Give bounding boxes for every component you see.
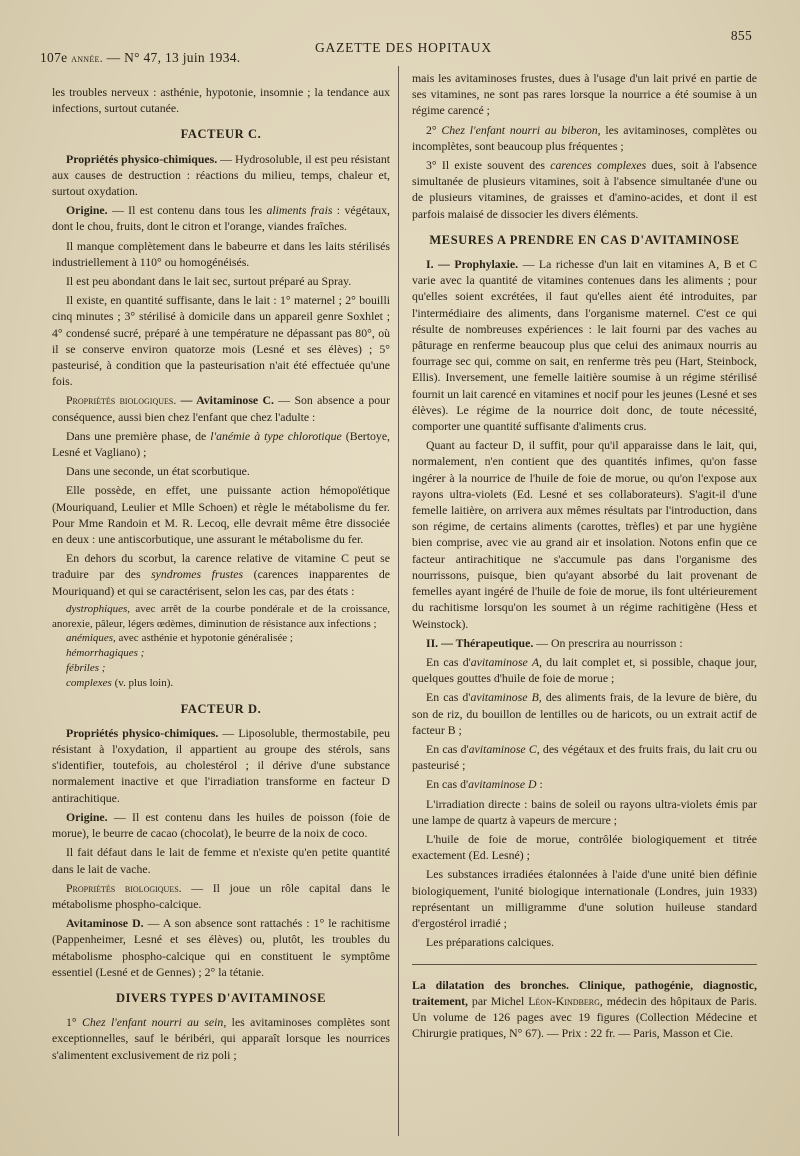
- list-item: complexes (v. plus loin).: [66, 676, 174, 689]
- list-item: dystrophiques, avec arrêt de la courbe pondérale et de la croissance, anorexie, pâleur, légers œdèmes, diminution de résistance aux infections ;: [52, 602, 390, 630]
- paragraph: II. — Thérapeutique. — On prescrira au nourrisson :: [426, 635, 683, 650]
- paragraph: Il fait défaut dans le lait de femme et n'existe qu'en petite quantité dans le lait de vache.: [52, 845, 390, 876]
- paragraph: En cas d'avitaminose B, des aliments frais, de la levure de bière, du son de riz, du bouillon de lentilles ou de haricots, ou un extrait actif de facteur B ;: [412, 690, 757, 737]
- list-item: fébriles ;: [66, 662, 106, 675]
- page-number: 855: [730, 28, 752, 43]
- paragraph: 1° Chez l'enfant nourri au sein, les avitaminoses complètes sont exceptionnelles, sauf le béribéri, qui apparaît lorsque les nourrices s'alimentent exclusivement de riz poli ;: [52, 1015, 390, 1062]
- paragraph: Les substances irradiées étalonnées à l'aide d'une unité bien définie biologiquement, l'unité biologique internationale (Londres, juin 1933) représentant un milligramme d'une solution huileuse standard d'ergostérol irradié ;: [412, 867, 757, 930]
- paragraph: Il est peu abondant dans le lait sec, surtout préparé au Spray.: [66, 274, 352, 289]
- paragraph: Les préparations calciques.: [426, 935, 555, 950]
- paragraph: Dans une première phase, de l'anémie à type chlorotique (Bertoye, Lesné et Vagliano) ;: [52, 428, 391, 460]
- page-header: [40, 22, 760, 70]
- paragraph: En cas d'avitaminose C, des végétaux et des fruits frais, du lait cru ou pasteurisé ;: [412, 741, 758, 773]
- list-item: hémorrhagiques ;: [66, 647, 145, 660]
- section-heading-avitaminosis-types: DIVERS TYPES D'AVITAMINOSE: [115, 990, 327, 1005]
- paragraph: 2° Chez l'enfant nourri au biberon, les avitaminoses, complètes ou incomplètes, sont beaucoup plus fréquentes ;: [412, 122, 757, 153]
- paragraph: En cas d'avitaminose A, du lait complet et, si possible, chaque jour, quelques gouttes d'huile de foie de morue ;: [412, 654, 757, 686]
- paragraph: Dans une seconde, un état scorbutique.: [66, 464, 250, 479]
- paragraph: Il manque complètement dans le babeurre et dans les laits stérilisés industriellement à 110° ou homogénéisés.: [52, 238, 390, 269]
- paragraph: Propriétés physico-chimiques. — Hydrosoluble, il est peu résistant aux causes de destruction : réactions du milieu, temps, chaleur et, surtout oxydation.: [52, 151, 391, 199]
- paragraph: 3° Il existe souvent des carences complexes dues, soit à l'absence simultanée de plusieurs vitamines, soit à l'absence simultanée d'une ou de plusieurs vitamines, de graisses et d'amino-acides, et dont il est parfois malaisé de dissocier les divers éléments.: [412, 158, 757, 221]
- paragraph: Propriétés physico-chimiques. — Liposoluble, thermostabile, peu résistant à l'oxydation, il appartient au groupe des stérols, sans s'identifier, toutefois, au cholestérol ; il dérive d'une substance normalement inactive et que l'irradiation transforme en facteur D antirachitique.: [52, 725, 391, 805]
- paragraph: Elle possède, en effet, une puissante action hémopoïétique (Mouriquand, Leulier et Mlle Schoen) et règle le métabolisme du fer. Pour Mme Randoin et M. R. Lecoq, elle devrait même être dissociée en deux : une antiscorbutique, une assurant le métabolisme du fer.: [52, 483, 390, 547]
- paragraph: En cas d'avitaminose D :: [426, 777, 543, 792]
- paragraph: Quant au facteur D, il suffit, pour qu'il apparaisse dans le lait, qui, normalement, n'en contient que des quantités infimes, qu'on fasse ingérer à la nourrice de l'huile de foie de morue, ou qu'on l'expose aux rayons ultra-violets (Ed. Lesné et ses collaborateurs). S'agit-il d'une femelle laitière, on arrivera aux mêmes résultats par l'introduction, dans son régime, de certains aliments (carottes, trèfles) et par une hygiène bien comprise, avec vie au grand air et insolation. Notons enfin que ce facteur antirachitique ne s'accumule pas dans l'organisme des nourrissons, puisque, bien qu'ayant absorbé du lait provenant de femelles ayant ingéré de l'huile de foie de morue, ils font ultérieurement du rachitisme lorsqu'on les soumet à un régime rachitigène (Hess et Weinstock).: [412, 438, 757, 631]
- paragraph: I. — Prophylaxie. — La richesse d'un lait en vitamines A, B et C varie avec la quantité de vitamines contenues dans les aliments ; pour qu'elles soient excrétées, il faut qu'elles aient été introduites, par l'intermédiaire des aliments, dans l'organisme maternel. C'est ce qui résulte de nombreuses expériences : le lait fourni par des vaches au pâturage en renferme beaucoup plus que celui des animaux nourris au fourrage sec qui, comme on sait, en renferme très peu (Hart, Steinbock, Ellis). Inversement, une femelle laitière soumise à un régime stérilisé fournit un lait carencé en vitamines et nocif pour les jeunes (Lesné et ses élèves). Le régime de la nourrice doit donc, de toute nécessité, comporter une quantité suffisante d'aliments crus.: [412, 257, 758, 434]
- paragraph: Avitaminose D. — A son absence sont rattachés : 1° le rachitisme (Pappenheimer, Lesné et ses élèves) ou, plutôt, les troubles du métabolisme phospho-calcique qui en constituent le symptôme essentiel (Lesné et de Gennes) ; 2° la tétanie.: [52, 916, 390, 979]
- paragraph: Il existe, en quantité suffisante, dans le lait : 1° maternel ; 2° bouilli cinq minutes ; 3° stérilisé à domicile dans un appareil genre Soxhlet ; 4° condensé sucré, préparé à une température ne dépassant pas 80°, où il se conserve environ quatorze mois (Lesné et ses élèves) ; 5° pasteurisé, à condition que la pasteurisation n'ait été effectuée qu'une fois.: [52, 293, 390, 389]
- paragraph: L'irradiation directe : bains de soleil ou rayons ultra-violets émis par une lampe de quartz à vapeurs de mercure ;: [412, 796, 757, 827]
- right-column: [412, 70, 757, 1041]
- paragraph: les troubles nerveux : asthénie, hypotonie, insomnie ; la tendance aux infections, surtout cutanée.: [52, 85, 390, 116]
- section-heading-factor-c: FACTEUR C.: [180, 127, 262, 142]
- paragraph: Propriétés biologiques. — Il joue un rôle capital dans le métabolisme phospho-calcique.: [52, 880, 390, 911]
- paragraph: mais les avitaminoses frustes, dues à l'usage d'un lait privé en partie de ses vitamines, ne sont pas rares lorsque la nourrice a été soumise à un régime carencé ;: [412, 71, 757, 118]
- paragraph: L'huile de foie de morue, contrôlée biologiquement et titrée exactement (Ed. Lesné) ;: [412, 831, 757, 863]
- column-divider: [398, 66, 399, 1136]
- section-heading-measures: MESURES A PRENDRE EN CAS D'AVITAMINOSE: [429, 232, 740, 247]
- section-rule: [412, 964, 757, 965]
- paragraph: Propriétés biologiques. — Avitaminose C. — Son absence a pour conséquence, aussi bien chez l'enfant que chez l'adulte :: [52, 393, 391, 424]
- journal-title: GAZETTE DES HOPITAUX: [315, 40, 492, 55]
- issue-info: 107e année. — N° 47, 13 juin 1934.: [40, 50, 241, 65]
- section-heading-factor-d: FACTEUR D.: [180, 701, 262, 716]
- paragraph: Origine. — Il est contenu dans tous les aliments frais : végétaux, dont le chou, fruits, dont le citron et l'orange, viandes fraîches.: [52, 203, 390, 234]
- paragraph: Origine. — Il est contenu dans les huiles de poisson (foie de morue), le beurre de cacao (chocolat), le beurre de la noix de coco.: [52, 809, 390, 841]
- list-item: anémiques, avec asthénie et hypotonie généralisée ;: [66, 632, 293, 645]
- book-review: La dilatation des bronches. Clinique, pathogénie, diagnostic, traitement, par Michel Léon-Kindberg, médecin des hôpitaux de Paris. Un volume de 126 pages avec 19 figures (Collection Médecine et Chirurgie pratiques, N° 67). — Prix : 22 fr. — Paris, Masson et Cie.: [412, 978, 758, 1041]
- left-column: [52, 84, 390, 1066]
- paragraph: En dehors du scorbut, la carence relative de vitamine C peut se traduire par des syndromes frustes (carences inapparentes de Mouriquand) et qui se caractérisent, selon les cas, par des états :: [52, 551, 390, 598]
